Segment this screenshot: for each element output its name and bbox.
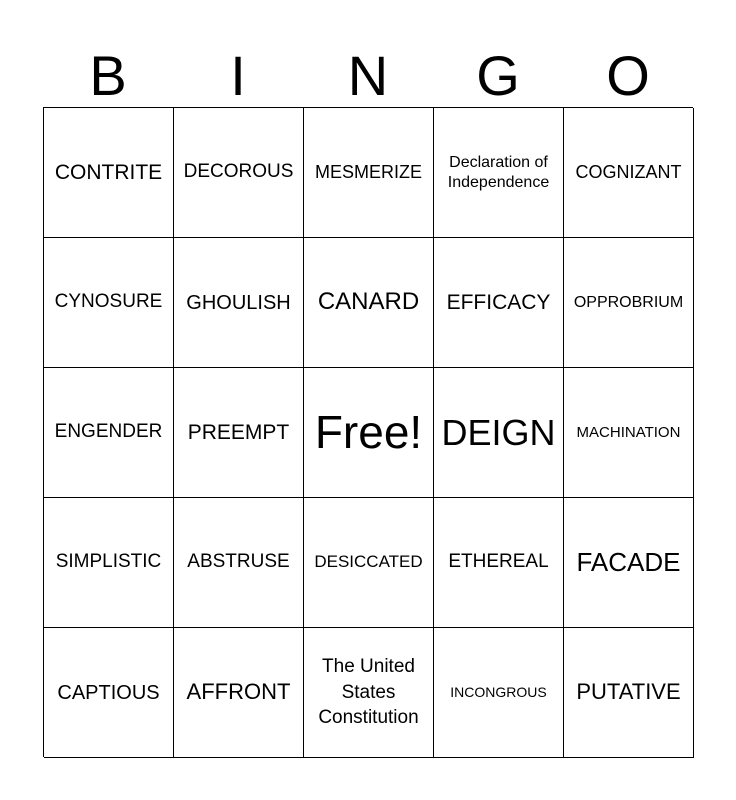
- header-letter-i: I: [230, 44, 246, 107]
- bingo-cell: GHOULISH: [174, 238, 304, 368]
- bingo-cell: PREEMPT: [174, 368, 304, 498]
- bingo-cell: DESICCATED: [304, 498, 434, 628]
- bingo-cell: SIMPLISTIC: [44, 498, 174, 628]
- bingo-cell: CYNOSURE: [44, 238, 174, 368]
- bingo-cell: DECOROUS: [174, 108, 304, 238]
- header-letter-g: G: [476, 44, 520, 107]
- bingo-cell: COGNIZANT: [564, 108, 694, 238]
- bingo-cell: ETHEREAL: [434, 498, 564, 628]
- bingo-cell: INCONGROUS: [434, 628, 564, 758]
- header-letter-o: O: [606, 44, 650, 107]
- bingo-cell: MACHINATION: [564, 368, 694, 498]
- bingo-cell: CONTRITE: [44, 108, 174, 238]
- bingo-cell: ABSTRUSE: [174, 498, 304, 628]
- bingo-cell: PUTATIVE: [564, 628, 694, 758]
- bingo-cell: CANARD: [304, 238, 434, 368]
- bingo-cell: MESMERIZE: [304, 108, 434, 238]
- header-letter-n: N: [347, 44, 389, 107]
- bingo-cell: OPPROBRIUM: [564, 238, 694, 368]
- bingo-header: [43, 44, 693, 108]
- bingo-cell: CAPTIOUS: [44, 628, 174, 758]
- bingo-grid: [43, 107, 693, 757]
- free-space: Free!: [304, 368, 434, 498]
- bingo-cell: EFFICACY: [434, 238, 564, 368]
- bingo-cell: ENGENDER: [44, 368, 174, 498]
- bingo-cell: FACADE: [564, 498, 694, 628]
- bingo-cell: DEIGN: [434, 368, 564, 498]
- bingo-cell: Declaration of Independence: [434, 108, 564, 238]
- bingo-cell: The United States Constitution: [304, 628, 434, 758]
- header-letter-b: B: [89, 44, 127, 107]
- bingo-cell: AFFRONT: [174, 628, 304, 758]
